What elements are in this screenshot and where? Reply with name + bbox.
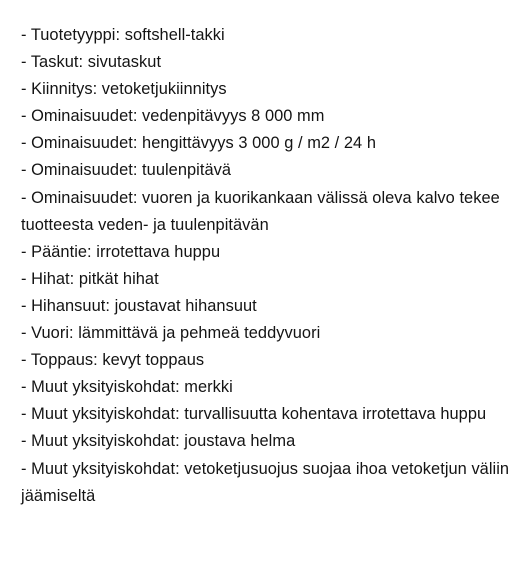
- detail-waterproofing: - Ominaisuudet: vedenpitävyys 8 000 mm: [21, 107, 325, 126]
- detail-breathability: - Ominaisuudet: hengittävyys 3 000 g / m2 / 24 h: [21, 134, 376, 153]
- detail-detachable-hood: - Muut yksityiskohdat: turvallisuutta kohentava irrotettava huppu: [21, 405, 487, 424]
- detail-padding: - Toppaus: kevyt toppaus: [21, 351, 205, 370]
- detail-closure: - Kiinnitys: vetoketjukiinnitys: [21, 80, 227, 99]
- detail-sleeves: - Hihat: pitkät hihat: [21, 269, 159, 288]
- detail-neckline: - Pääntie: irrotettava huppu: [21, 242, 221, 261]
- detail-cuffs: - Hihansuut: joustavat hihansuut: [21, 296, 257, 315]
- detail-product-type: - Tuotetyyppi: softshell-takki: [21, 26, 225, 44]
- detail-membrane: - Ominaisuudet: vuoren ja kuorikankaan välissä oleva kalvo tekee tuotteesta veden- ja tuulenpitävän: [21, 188, 500, 234]
- detail-badge: - Muut yksityiskohdat: merkki: [21, 378, 233, 397]
- detail-pockets: - Taskut: sivutaskut: [21, 53, 162, 72]
- product-details-list: [21, 22, 511, 510]
- detail-zip-guard: - Muut yksityiskohdat: vetoketjusuojus suojaa ihoa vetoketjun väliin jäämiseltä: [21, 459, 510, 505]
- detail-elastic-hem: - Muut yksityiskohdat: joustava helma: [21, 432, 296, 451]
- detail-lining: - Vuori: lämmittävä ja pehmeä teddyvuori: [21, 324, 321, 343]
- detail-windproof: - Ominaisuudet: tuulenpitävä: [21, 161, 232, 180]
